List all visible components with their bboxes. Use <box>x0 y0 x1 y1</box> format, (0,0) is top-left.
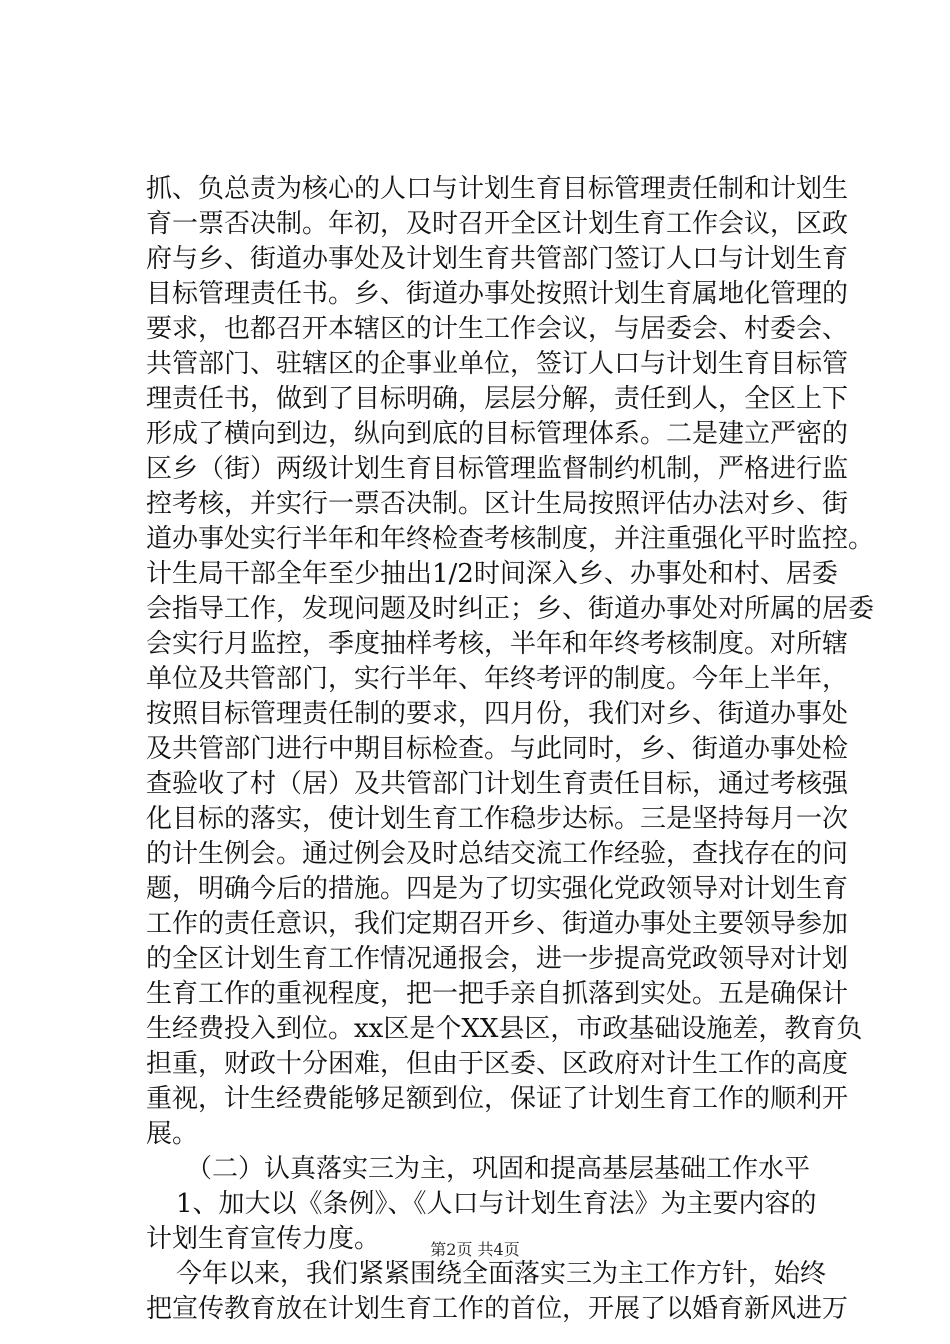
text-line: 要求，也都召开本辖区的计生工作会议，与居委会、村委会、 <box>146 314 849 344</box>
paragraph-line: 把宣传教育放在计划生育工作的首位，开展了以婚育新风进万 <box>146 1294 849 1324</box>
text-line: 担重，财政十分困难，但由于区委、区政府对计生工作的高度 <box>146 1049 849 1079</box>
text-line: 及共管部门进行中期目标检查。与此同时，乡、街道办事处检 <box>146 734 849 764</box>
text-line: 按照目标管理责任制的要求，四月份，我们对乡、街道办事处 <box>146 699 849 729</box>
page-footer <box>0 1240 950 1260</box>
paragraph-line: 今年以来，我们紧紧围绕全面落实三为主工作方针，始终 <box>176 1259 827 1289</box>
list-item-line: 1、加大以《条例》、《人口与计划生育法》为主要内容的 <box>176 1189 817 1219</box>
text-line: 会指导工作，发现问题及时纠正；乡、街道办事处对所属的居委 <box>146 594 875 624</box>
text-line: 的计生例会。通过例会及时总结交流工作经验，查找存在的问 <box>146 839 849 869</box>
text-line: 目标管理责任书。乡、街道办事处按照计划生育属地化管理的 <box>146 279 849 309</box>
text-line: 重视，计生经费能够足额到位，保证了计划生育工作的顺利开 <box>146 1084 849 1114</box>
text-line: 形成了横向到边，纵向到底的目标管理体系。二是建立严密的 <box>146 419 849 449</box>
text-line: 府与乡、街道办事处及计划生育共管部门签订人口与计划生育 <box>146 244 849 274</box>
text-line: 的全区计划生育工作情况通报会，进一步提高党政领导对计划 <box>146 944 849 974</box>
page-number-label: 第2页 共4页 <box>430 1240 520 1259</box>
text-line: 区乡（街）两级计划生育目标管理监督制约机制，严格进行监 <box>146 454 849 484</box>
text-line: 工作的责任意识，我们定期召开乡、街道办事处主要领导参加 <box>146 909 849 939</box>
text-line: 查验收了村（居）及共管部门计划生育责任目标，通过考核强 <box>146 769 849 799</box>
text-line: 道办事处实行半年和年终检查考核制度，并注重强化平时监控。 <box>146 524 875 554</box>
list-item-line: 计划生育宣传力度。 <box>146 1224 381 1254</box>
text-line: 展。 <box>146 1119 199 1149</box>
text-line: 共管部门、驻辖区的企事业单位，签订人口与计划生育目标管 <box>146 349 849 379</box>
text-line: 抓、负总责为核心的人口与计划生育目标管理责任制和计划生 <box>146 174 849 204</box>
text-line: 生育工作的重视程度，把一把手亲自抓落到实处。五是确保计 <box>146 979 849 1009</box>
text-line: 会实行月监控，季度抽样考核，半年和年终考核制度。对所辖 <box>146 629 849 659</box>
text-line: 育一票否决制。年初，及时召开全区计划生育工作会议，区政 <box>146 209 849 239</box>
text-line: 单位及共管部门，实行半年、年终考评的制度。今年上半年， <box>146 664 849 694</box>
text-line: 化目标的落实，使计划生育工作稳步达标。三是坚持每月一次 <box>146 804 849 834</box>
text-line: 理责任书，做到了目标明确，层层分解，责任到人，全区上下 <box>146 384 849 414</box>
text-line: 计生局干部全年至少抽出1/2时间深入乡、办事处和村、居委 <box>146 559 838 589</box>
document-body <box>146 172 875 1327</box>
section-heading: （二）认真落实三为主，巩固和提高基层基础工作水平 <box>186 1154 811 1184</box>
text-line: 生经费投入到位。xx区是个XX县区，市政基础设施差，教育负 <box>146 1014 863 1044</box>
text-line: 题，明确今后的措施。四是为了切实强化党政领导对计划生育 <box>146 874 849 904</box>
text-line: 控考核，并实行一票否决制。区计生局按照评估办法对乡、街 <box>146 489 849 519</box>
